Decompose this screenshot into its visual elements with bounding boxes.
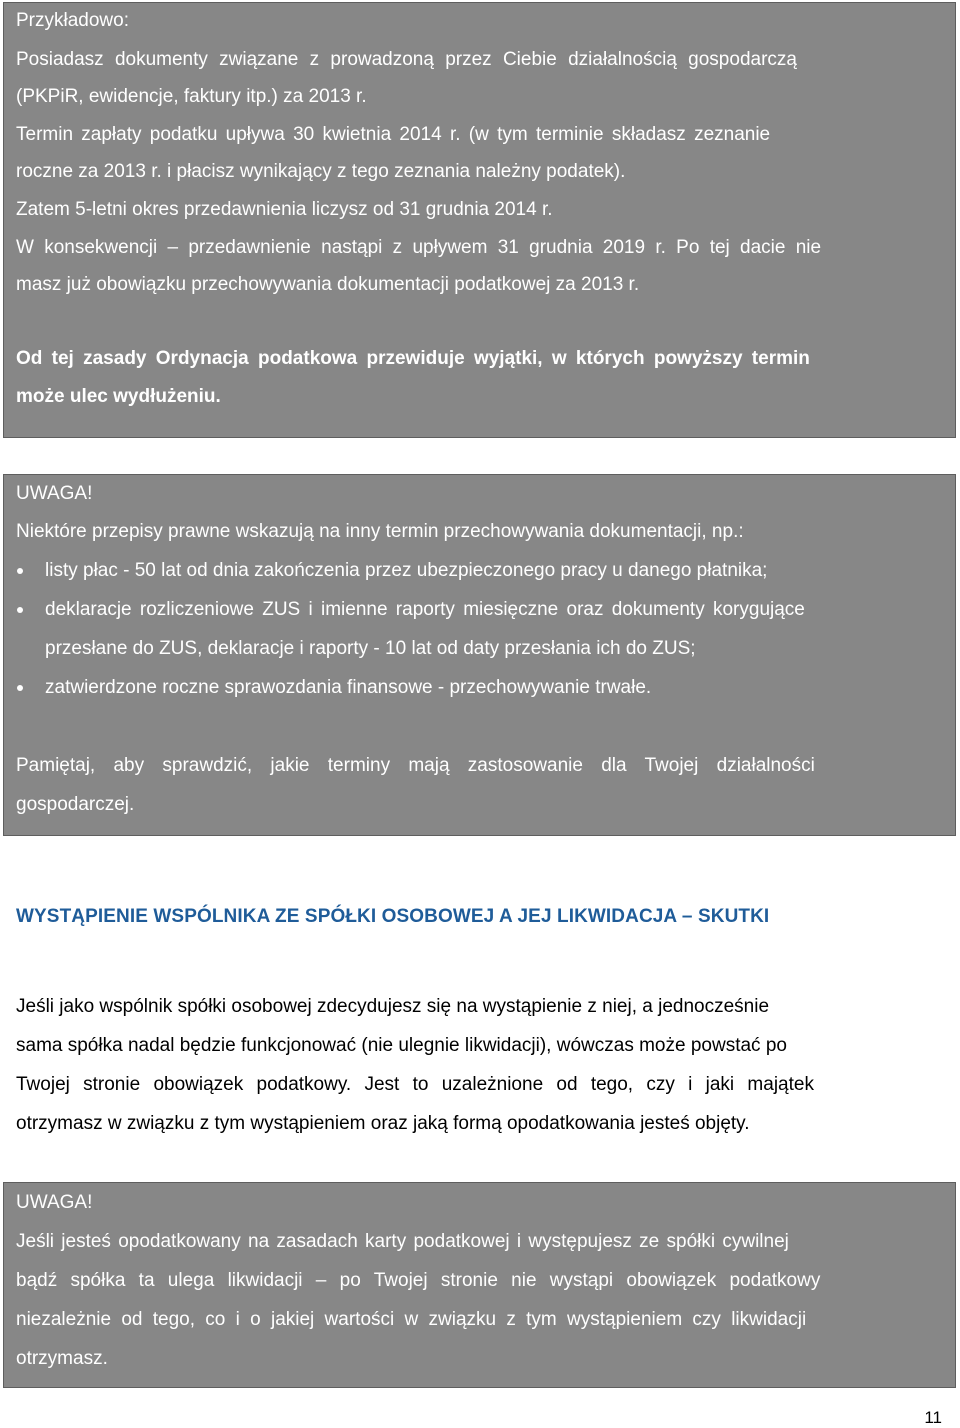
list-item: listy płac - 50 lat od dnia zakończenia przez ubezpieczonego pracy u danego płatnika; (16, 551, 943, 590)
example-line: (PKPiR, ewidencje, faktury itp.) za 2013 r. (16, 86, 367, 107)
bullet-icon (17, 607, 23, 613)
example-line: Posiadasz dokumenty związane z prowadzoną przez Ciebie działalnością gospodarczą (16, 49, 797, 70)
bullet-icon (17, 685, 23, 691)
example-line: masz już obowiązku przechowywania dokumentacji podatkowej za 2013 r. (16, 274, 640, 295)
warning-closing-line: Pamiętaj, aby sprawdzić, jakie terminy mają zastosowanie dla Twojej działalności (16, 755, 815, 776)
example-exception-line: może ulec wydłużeniu. (16, 386, 221, 407)
warning-heading: UWAGA! (16, 1192, 93, 1213)
warning-heading: UWAGA! (16, 483, 93, 504)
example-line: Zatem 5-letni okres przedawnienia liczysz od 31 grudnia 2014 r. (16, 199, 553, 220)
warning-box (3, 474, 956, 836)
example-heading: Przykładowo: (16, 10, 129, 31)
example-exception-line: Od tej zasady Ordynacja podatkowa przewiduje wyjątki, w których powyższy termin (16, 348, 810, 369)
page-number: 11 (924, 1408, 942, 1427)
section-title: WYSTĄPIENIE WSPÓLNIKA ZE SPÓŁKI OSOBOWEJ A JEJ LIKWIDACJA – SKUTKI (16, 906, 770, 927)
example-line: W konsekwencji – przedawnienie nastąpi z upływem 31 grudnia 2019 r. Po tej dacie nie (16, 237, 822, 258)
retention-list (16, 551, 943, 707)
paragraph-line: Jeśli jako wspólnik spółki osobowej zdecydujesz się na wystąpienie z niej, a jednocześnie (16, 996, 770, 1017)
paragraph-line: otrzymasz w związku z tym wystąpieniem oraz jaką formą opodatkowania jesteś objęty. (16, 1113, 750, 1134)
list-item: zatwierdzone roczne sprawozdania finansowe - przechowywanie trwałe. (16, 668, 943, 707)
warning-line: niezależnie od tego, co i o jakiej wartości w związku z tym wystąpieniem czy likwidacji (16, 1309, 807, 1330)
paragraph-line: sama spółka nadal będzie funkcjonować (nie ulegnie likwidacji), wówczas może powstać po (16, 1035, 787, 1056)
warning-line: otrzymasz. (16, 1348, 108, 1369)
list-item: deklaracje rozliczeniowe ZUS i imienne raporty miesięczne oraz dokumenty korygujące przesłane do ZUS, deklaracje i raporty - 10 lat od daty przesłania ich do ZUS; (16, 590, 943, 668)
warning-closing-line: gospodarczej. (16, 794, 135, 815)
paragraph-line: Twojej stronie obowiązek podatkowy. Jest to uzależnione od tego, czy i jaki majątek (16, 1074, 814, 1095)
warning-intro: Niektóre przepisy prawne wskazują na inny termin przechowywania dokumentacji, np.: (16, 521, 744, 542)
example-line: Termin zapłaty podatku upływa 30 kwietnia 2014 r. (w tym terminie składasz zeznanie (16, 124, 771, 145)
warning-line: bądź spółka ta ulega likwidacji – po Twojej stronie nie wystąpi obowiązek podatkowy (16, 1270, 821, 1291)
warning-line: Jeśli jesteś opodatkowany na zasadach karty podatkowej i występujesz ze spółki cywilnej (16, 1231, 789, 1252)
warning-box-2 (3, 1182, 956, 1388)
section-paragraph (16, 987, 944, 1143)
bullet-icon (17, 568, 23, 574)
example-line: roczne za 2013 r. i płacisz wynikający z tego zeznania należny podatek). (16, 161, 626, 182)
example-box (3, 2, 956, 438)
